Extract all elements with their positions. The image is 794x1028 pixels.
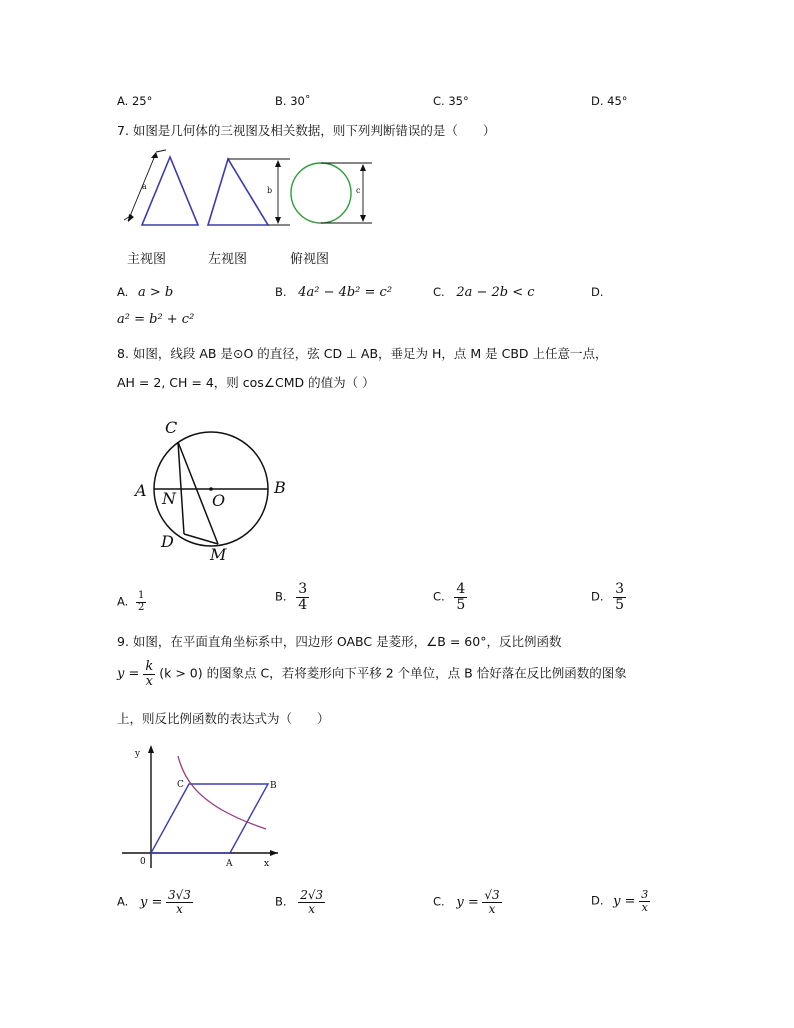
q6-option-c: C. 35° <box>433 94 469 108</box>
label-a: a <box>142 182 147 191</box>
q7-stem: 7. 如图是几何体的三视图及相关数据，则下列判断错误的是（ ） <box>117 123 496 138</box>
view-label-main: 主视图 <box>127 252 167 267</box>
q7-option-b <box>275 285 392 300</box>
q9-option-a-num: 3√3 <box>168 888 191 902</box>
q9-option-d-lhs: y = <box>613 893 636 909</box>
q8-option-a <box>117 591 146 613</box>
q9-option-c-num: √3 <box>484 888 500 902</box>
q7-option-a-prefix: A. <box>117 285 129 299</box>
q8-option-b-den: 4 <box>298 596 308 613</box>
q7-option-a-expr: a > b <box>137 285 174 300</box>
q8-option-d-prefix: D. <box>591 589 604 604</box>
q7-option-b-prefix: B. <box>275 285 287 299</box>
rhombus-oabc <box>151 784 268 853</box>
q9-stem-line2 <box>117 660 627 688</box>
q6-option-d: D. 45° <box>591 94 628 108</box>
q7-option-b-expr: 4a² − 4b² = c² <box>298 285 393 300</box>
q9-option-b-prefix: B. <box>275 894 287 909</box>
label-B: B <box>270 781 277 791</box>
q9-option-a-lhs: y = <box>139 894 163 910</box>
q8-option-b-prefix: B. <box>275 589 287 604</box>
q8-option-c-den: 5 <box>456 596 466 613</box>
q7-three-views-figure <box>118 145 388 235</box>
q9-option-c-lhs: y = <box>456 894 479 910</box>
label-c: c <box>356 186 361 195</box>
label-A: A <box>135 481 147 500</box>
q7-option-d-prefix: D. <box>591 285 604 299</box>
q9-option-d-den: x <box>641 900 648 914</box>
q9-option-c-den: x <box>488 901 496 916</box>
q7-option-c-expr: 2a − 2b < c <box>456 285 535 300</box>
q9-option-c-prefix: C. <box>433 894 445 909</box>
q9-stem-line1: 9. 如图，在平面直角坐标系中，四边形 OABC 是菱形，∠B = 60°，反比例函数 <box>117 634 562 649</box>
label-B: B <box>274 478 286 497</box>
q8-circle-figure <box>128 412 298 567</box>
q9-option-d <box>591 889 650 913</box>
q9-option-b-den: x <box>308 901 316 916</box>
view-label-top: 俯视图 <box>290 252 330 267</box>
q8-option-a-prefix: A. <box>117 594 129 609</box>
label-O: O <box>212 491 226 510</box>
q6-option-b: B. 30˚ <box>275 94 311 108</box>
label-C: C <box>177 780 184 790</box>
segment-dm <box>184 534 218 544</box>
label-M: M <box>210 545 227 564</box>
view-label-left: 左视图 <box>208 252 248 267</box>
label-D: D <box>161 532 174 551</box>
left-view-triangle <box>208 159 268 225</box>
q8-option-d-num: 3 <box>615 581 625 597</box>
label-origin: 0 <box>140 857 146 867</box>
axis-label-y: y <box>135 749 141 759</box>
q8-option-c-prefix: C. <box>433 589 445 604</box>
q7-option-d-expr: a² = b² + c² <box>117 312 195 327</box>
q8-option-d-den: 5 <box>615 596 625 613</box>
q9-stem-y-eq: y = <box>117 666 140 682</box>
axis-label-x: x <box>264 859 270 869</box>
q9-option-c <box>433 889 502 915</box>
q9-option-b <box>275 889 325 915</box>
q8-option-c <box>433 582 467 612</box>
q8-option-b <box>275 582 309 612</box>
label-N: N <box>162 489 176 508</box>
q9-option-d-prefix: D. <box>591 893 604 908</box>
q7-option-c <box>433 285 535 300</box>
q7-option-c-prefix: C. <box>433 285 445 299</box>
q9-stem-line3: 上，则反比例函数的表达式为（ ） <box>117 711 330 726</box>
q9-rhombus-figure <box>118 740 293 875</box>
q9-option-a <box>117 889 193 915</box>
q8-option-a-num: 1 <box>137 590 145 601</box>
q7-option-a <box>117 285 173 300</box>
label-C: C <box>165 418 178 437</box>
label-b: b <box>267 186 273 195</box>
q9-stem-rest: (k > 0) 的图象点 C，若将菱形向下平移 2 个单位，点 B 恰好落在反比例函数的图象 <box>159 665 627 681</box>
q9-option-a-den: x <box>176 901 183 916</box>
q8-stem-line2: AH = 2, CH = 4，则 cos∠CMD 的值为（ ） <box>117 375 375 390</box>
q9-option-b-num: 2√3 <box>300 888 324 902</box>
q8-option-d <box>591 582 626 612</box>
q8-option-b-num: 3 <box>298 581 308 597</box>
inverse-function-curve <box>178 756 266 829</box>
label-A: A <box>226 859 233 869</box>
q9-stem-k: k <box>145 659 154 674</box>
top-view-circle <box>291 163 351 223</box>
q9-stem-x: x <box>145 673 153 689</box>
q8-stem-line1: 8. 如图，线段 AB 是⊙O 的直径，弦 CD ⊥ AB，垂足为 H，点 M 是 CBD 上任意一点， <box>117 346 608 361</box>
q8-option-c-num: 4 <box>456 581 466 597</box>
q8-option-a-den: 2 <box>137 601 145 613</box>
q9-option-a-prefix: A. <box>117 894 129 909</box>
q9-option-d-num: 3 <box>641 888 649 901</box>
q6-option-a: A. 25° <box>117 94 153 108</box>
